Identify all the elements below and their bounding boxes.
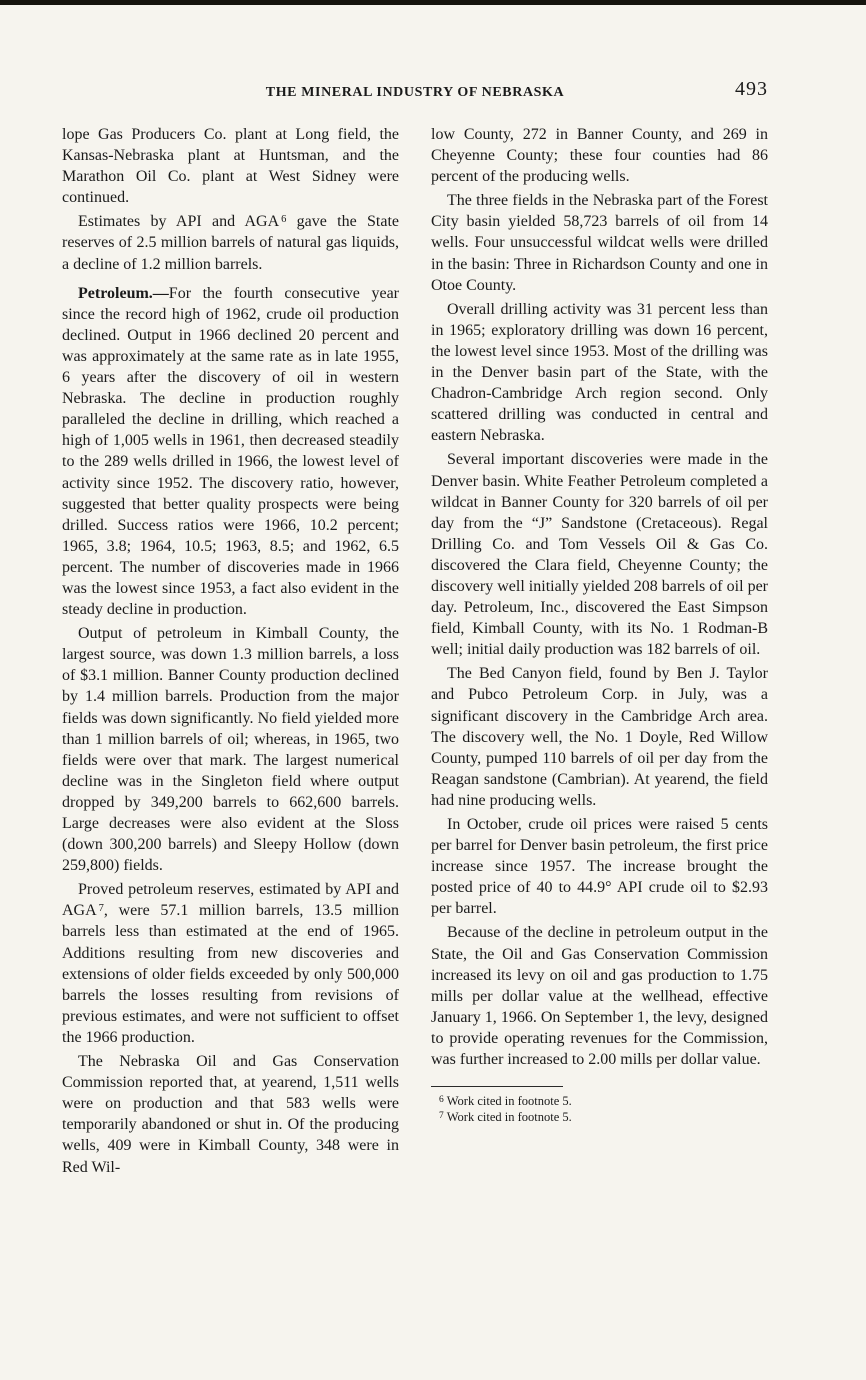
paragraph: Several important discoveries were made in the Denver basin. White Feather Petroleum completed a wildcat in Banner County for 320 barrels of oil per day from the “J” Sandstone (Cretaceous). Regal Drilling Co. and Tom Vessels Oil & Gas Co. discovered the Clara field, Cheyenne County; the discovery well initially yielded 208 barrels of oil per day. Petroleum, Inc., discovered the East Simpson field, Kimball County, with its No. 1 Rodman-B well; initial daily production was 182 barrels of oil.: [431, 451, 768, 659]
running-title: THE MINERAL INDUSTRY OF NEBRASKA: [265, 85, 565, 100]
footnote-reference-6: 6: [281, 214, 287, 226]
page-header: [62, 80, 768, 108]
paragraph: Because of the decline in petroleum output in the State, the Oil and Gas Conservation Commission increased its levy on oil and gas production to 1.75 mills per dollar value at the wellhead, effective January 1, 1966. On September 1, the levy, designed to provide operating revenues for the Commission, was further increased to 2.00 mills per dollar value.: [431, 924, 768, 1069]
left-column: [62, 124, 399, 1178]
paragraph: The three fields in the Nebraska part of the Forest City basin yielded 58,723 barrels of oil from 14 wells. Four unsuccessful wildcat wells were drilled in the basin: Three in Richardson County and one in Otoe County.: [431, 192, 768, 294]
paragraph: [62, 879, 399, 1048]
paragraph-petroleum-section: [62, 283, 399, 621]
paragraph-text: gave the State reserves of 2.5 million barrels of natural gas liquids, a decline of 1.2 million barrels.: [62, 213, 399, 273]
footnote-reference-7: 7: [98, 903, 104, 915]
paragraph: [62, 211, 399, 274]
scan-artifact-top-edge: [0, 0, 866, 5]
paragraph-continuation: lope Gas Producers Co. plant at Long field, the Kansas-Nebraska plant at Huntsman, and the Marathon Oil Co. plant at West Sidney were continued.: [62, 126, 399, 207]
footnote-7: [431, 1110, 768, 1126]
text-columns: [62, 124, 768, 1178]
paragraph-text: For the fourth consecutive year since the record high of 1962, crude oil production declined. Output in 1966 declined 20 percent and was approximately at the same rate as in late 1955, 6 years after the discovery of oil in western Nebraska. The decline in production roughly paralleled the decline in drilling, which reached a high of 1,005 wells in 1961, then decreased steadily to the 289 wells drilled in 1966, the lowest level of activity since 1952. The discovery ratio, however, suggested that better quality prospects were being drilled. Success ratios were 1966, 10.2 percent; 1965, 3.8; 1964, 10.5; 1963, 8.5; and 1962, 6.5 percent. The number of discoveries made in 1966 was the lowest since 1953, a fact also evident in the steady decline in production.: [62, 284, 399, 619]
paragraph: Output of petroleum in Kimball County, the largest source, was down 1.3 million barrels, a loss of $3.1 million. Banner County production declined by 1.4 million barrels. Production from the major fields was down significantly. No field yielded more than 1 million barrels of oil; whereas, in 1965, two fields were over that mark. The largest numerical decline was in the Singleton field where output dropped by 349,200 barrels to 662,600 barrels. Large decreases were also evident at the Sloss (down 300,200 barrels) and Sleepy Hollow (down 259,800) fields.: [62, 625, 399, 875]
footnote-text: Work cited in footnote 5.: [446, 1109, 572, 1124]
paragraph-text: Proved petroleum reserves, estimated by API and AGA: [62, 881, 399, 920]
footnote-divider: [431, 1086, 563, 1087]
footnote-text: Work cited in footnote 5.: [446, 1094, 572, 1109]
footnote-marker-6: 6: [439, 1095, 444, 1106]
right-column: [431, 124, 768, 1178]
paragraph: In October, crude oil prices were raised 5 cents per barrel for Denver basin petroleum, the first price increase since 1957. The increase brought the posted price of 40 to 44.9° API crude oil to $2.93 per barrel.: [431, 816, 768, 918]
section-heading-petroleum: Petroleum.—: [78, 284, 169, 302]
footnote-6: [431, 1094, 768, 1110]
footnote-marker-7: 7: [439, 1110, 444, 1121]
page-number: 493: [735, 78, 768, 100]
footnotes-section: [431, 1086, 768, 1125]
paragraph-text: , were 57.1 million barrels, 13.5 million barrels less than estimated at the end of 1965. Additions resulting from new discoveries and extensions of older fields exceeded by only 500,000 barrels the losses resulting from revisions of previous estimates, and were not sufficient to offset the 1966 production.: [62, 902, 399, 1046]
paragraph: The Nebraska Oil and Gas Conservation Commission reported that, at yearend, 1,511 wells were on production and that 583 wells were temporarily abandoned or shut in. Of the producing wells, 409 were in Kimball County, 348 were in Red Wil-: [62, 1053, 399, 1176]
paragraph-text: Estimates by API and AGA: [78, 213, 280, 231]
paragraph-continuation: low County, 272 in Banner County, and 269 in Cheyenne County; these four counties had 86 percent of the producing wells.: [431, 126, 768, 186]
paragraph: Overall drilling activity was 31 percent less than in 1965; exploratory drilling was down 16 percent, the lowest level since 1953. Most of the drilling was in the Denver basin part of the State, with the Chadron-Cambridge Arch region second. Only scattered drilling was conducted in central and eastern Nebraska.: [431, 300, 768, 445]
paragraph: The Bed Canyon field, found by Ben J. Taylor and Pubco Petroleum Corp. in July, was a significant discovery in the Cambridge Arch area. The discovery well, the No. 1 Doyle, Red Willow County, pumped 110 barrels of oil per day from the Reagan sandstone (Cambrian). At yearend, the field had nine producing wells.: [431, 665, 768, 809]
